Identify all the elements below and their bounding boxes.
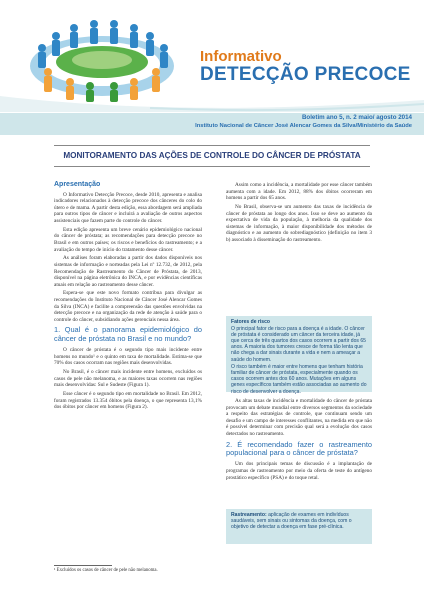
right-column-bottom bbox=[226, 398, 372, 483]
risk-box-paragraph: O principal fator de risco para a doença é a idade. O câncer de próstata é considerado um câncer da terceira idade, já que cerca de três quartos dos casos ocorrem a partir dos 65 anos. A maioria dos tumores cresce de forma tão lenta que não chega a dar sinais durante a vida e nem a ameaçar a saúde do homem. bbox=[231, 326, 366, 363]
article-title: MONITORAMENTO DAS AÇÕES DE CONTROLE DO CÂNCER DE PRÓSTATA bbox=[63, 151, 361, 160]
paragraph: As altas taxas de incidência e mortalidade do câncer de próstata provocam um debate mundial entre diversos segmentos da sociedade a respeito das estratégias de controle, que continuam sendo um desafio e um campo de interesses conflitantes, na medida em que não é possível determinar com precisão qual será a evolução dos casos detectados no rastreamento. bbox=[226, 398, 372, 437]
question-1-heading: 1. Qual é o panorama epidemiológico do câncer de próstata no Brasil e no mundo? bbox=[54, 325, 202, 343]
masthead bbox=[0, 0, 424, 112]
brand-small-title: Informativo bbox=[200, 48, 282, 65]
risk-box-paragraph: O risco também é maior entre homens que tenham história familiar de câncer de próstata, especialmente quando os casos ocorrem antes dos 60 anos. Mutações em alguns genes específicos também estão associadas ao aumento do risco de desenvolver a doença. bbox=[231, 364, 367, 395]
definition-term: Rastreamento: bbox=[231, 512, 267, 518]
section-heading-apresentacao: Apresentação bbox=[54, 181, 101, 188]
title-rule-top bbox=[54, 145, 370, 146]
brand-large-title: DETECÇÃO PRECOCE bbox=[200, 64, 411, 85]
left-column bbox=[54, 182, 202, 413]
paragraph: No Brasil, é o câncer mais incidente entre homens, excluídos os casos de pele não melanoma, e as maiores taxas ocorrem nas regiões mais desenvolvidas: Sul e Sudeste (Figura 1). bbox=[54, 369, 202, 389]
paragraph: As análises foram elaboradas a partir dos dados disponíveis nos sistemas de informação e norteadas pela Lei nº 12.732, de 2012, pela Recomendação de Rastreamento do Câncer de Próstata, de 2013, disponível na página eletrônica do INCA, e por evidências científicas atuais em relação ao rastreamento desse câncer. bbox=[54, 255, 202, 288]
right-column-top bbox=[226, 182, 372, 246]
risk-box-title: Fatores de risco bbox=[231, 319, 270, 325]
issue-line: Boletim ano 5, n. 2 maio/ agosto 2014 bbox=[301, 114, 412, 121]
paragraph: O Informativo Detecção Precoce, desde 2010, apresenta e analisa indicadores relacionados à detecção precoce dos cânceres do colo do útero e de mama. A partir desta edição, essa abordagem será ampliada para outros tipos de câncer e incluirá a avaliação de outros aspectos assistenciais que fazem parte do controle do câncer. bbox=[54, 191, 202, 224]
paragraph: Esta edição apresenta um breve cenário epidemiológico nacional do câncer de próstata; as recomendações para detecção precoce no Brasil e em outros países; os riscos e benefícios do rastreamento; e a avaliação do tempo de início do tratamento desse câncer. bbox=[54, 226, 202, 253]
footnote: ¹ Excluídos os casos de câncer de pele não melanoma. bbox=[54, 568, 158, 573]
question-2-heading: 2. É recomendado fazer o rastreamento populacional para o câncer de próstata? bbox=[226, 439, 372, 457]
risk-factors-box bbox=[226, 316, 372, 395]
paragraph: Esse câncer é o segundo tipo em mortalidade no Brasil. Em 2012, foram registrados 13.354 óbitos pela doença, o que representa 13,1% dos óbitos por câncer em homens (Figura 2). bbox=[54, 391, 202, 411]
paragraph: Assim como a incidência, a mortalidade por esse câncer também aumenta com a idade. Em 2012, 88% dos óbitos ocorreram em homens a partir dos 65 anos. bbox=[226, 182, 372, 202]
paragraph: Um dos principais temas de discussão é a implantação de programas de rastreamento por meio da oferta de teste do antígeno prostático específico (PSA) e do toque retal. bbox=[226, 461, 372, 481]
title-rule-bottom bbox=[54, 166, 370, 167]
paragraph: Espera-se que este novo formato contribua para divulgar as recomendações do Instituto Nacional de Câncer José Alencar Gomes da Silva (INCA) e facilite a compreensão das questões envolvidas na detecção precoce e na organização da rede de atenção à saúde para o controle do câncer, subsidiando ações gerenciais nessa área. bbox=[54, 290, 202, 323]
paragraph: O câncer de próstata é o segundo tipo mais incidente entre homens no mundo¹ e o quinto em taxa de mortalidade. Estima-se que 70% dos casos ocorram nas regiões mais desenvolvidas. bbox=[54, 347, 202, 367]
people-circle-logo bbox=[22, 6, 182, 104]
institute-line: Instituto Nacional de Câncer José Alencar Gomes da Silva/Ministério da Saúde bbox=[195, 123, 412, 129]
footnote-rule bbox=[54, 565, 112, 566]
paragraph: No Brasil, observa-se um aumento das taxas de incidência de câncer de próstata ao longo dos anos. Isso se deve ao aumento da expectativa de vida da população, à melhoria da qualidade dos sistemas de informação, à maior disponibilidade dos métodos de diagnóstico e ao aumento do sobrediagnóstico (definição no item 3 b) associado à disseminação do rastreamento. bbox=[226, 203, 372, 243]
screening-definition-box bbox=[226, 509, 372, 544]
definition-text: aplicação de exames em indivíduos saudáveis, sem sinais ou sintomas da doença, com o objetivo de detectar a doença em fase pré-clínica. bbox=[231, 512, 352, 531]
